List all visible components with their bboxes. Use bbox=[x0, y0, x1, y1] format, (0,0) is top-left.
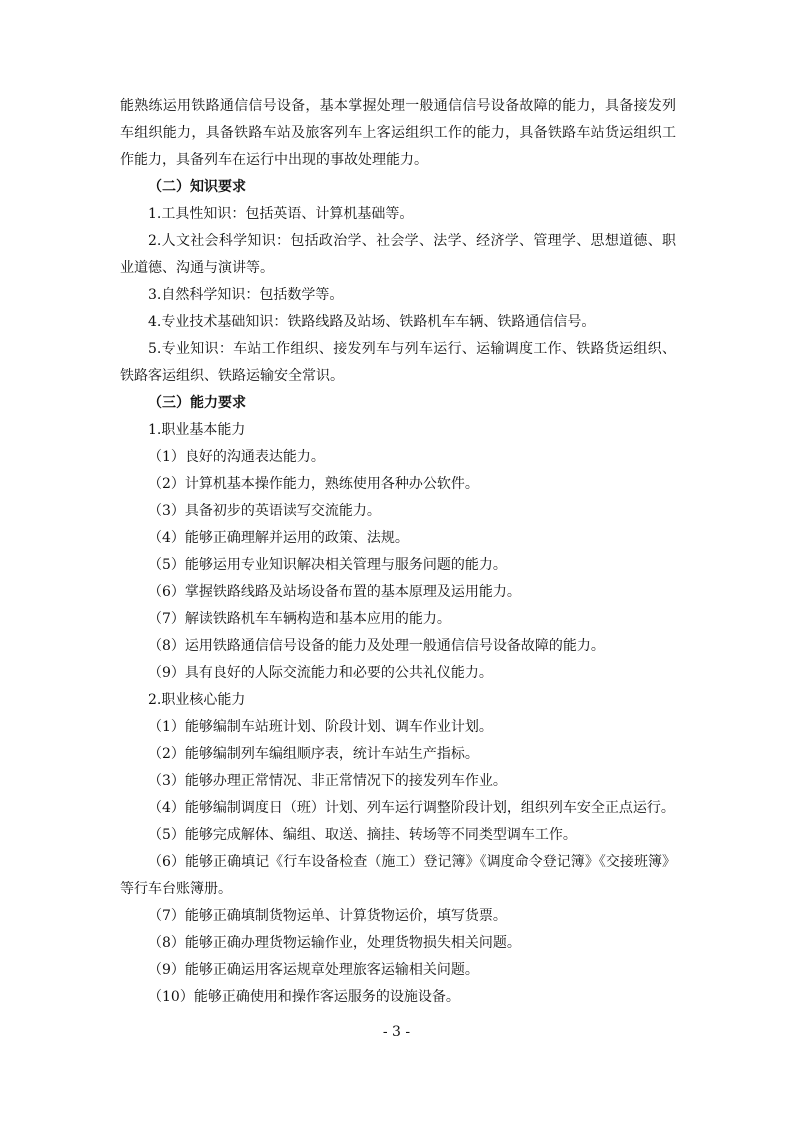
knowledge-heading: （二）知识要求 bbox=[148, 179, 246, 195]
core-ability-item: （5）能够完成解体、编组、取送、摘挂、转场等不同类型调车工作。 bbox=[148, 827, 577, 843]
knowledge-item: 5.专业知识：车站工作组织、接发列车与列车运行、运输调度工作、铁路货运组织、铁路客运组织、铁路运输安全常识。 bbox=[120, 341, 676, 384]
basic-ability-item: （8）运用铁路通信信号设备的能力及处理一般通信信号设备故障的能力。 bbox=[148, 638, 605, 654]
page-number: - 3 - bbox=[382, 1024, 411, 1040]
core-ability-title: 2.职业核心能力 bbox=[148, 692, 246, 708]
basic-ability-item: （9）具有良好的人际交流能力和必要的公共礼仪能力。 bbox=[148, 665, 493, 681]
core-ability-item: （3）能够办理正常情况、非正常情况下的接发列车作业。 bbox=[148, 773, 507, 789]
core-ability-item: （6）能够正确填记《行车设备检查（施工）登记簿》《调度命令登记簿》《交接班簿》等行车台账簿册。 bbox=[120, 854, 676, 897]
basic-ability-item: （6）掌握铁路线路及站场设备布置的基本原理及运用能力。 bbox=[148, 584, 521, 600]
intro-paragraph: 能熟练运用铁路通信信号设备，基本掌握处理一般通信信号设备故障的能力，具备接发列车组织能力，具备铁路车站及旅客列车上客运组织工作的能力，具备铁路车站货运组织工作能力，具备列车在运行中出现的事故处理能力。 bbox=[120, 98, 676, 168]
basic-ability-item: （4）能够正确理解并运用的政策、法规。 bbox=[148, 530, 409, 546]
ability-heading: （三）能力要求 bbox=[148, 395, 246, 411]
core-ability-item: （9）能够正确运用客运规章处理旅客运输相关问题。 bbox=[148, 962, 479, 978]
core-ability-item: （7）能够正确填制货物运单、计算货物运价，填写货票。 bbox=[148, 908, 507, 924]
basic-ability-item: （2）计算机基本操作能力，熟练使用各种办公软件。 bbox=[148, 476, 479, 492]
core-ability-item: （2）能够编制列车编组顺序表，统计车站生产指标。 bbox=[148, 746, 479, 762]
basic-ability-item: （7）解读铁路机车车辆构造和基本应用的能力。 bbox=[148, 611, 451, 627]
core-ability-item: （4）能够编制调度日（班）计划、列车运行调整阶段计划，组织列车安全正点运行。 bbox=[148, 800, 675, 816]
basic-ability-item: （3）具备初步的英语读写交流能力。 bbox=[148, 503, 381, 519]
basic-ability-item: （5）能够运用专业知识解决相关管理与服务问题的能力。 bbox=[148, 557, 507, 573]
knowledge-item: 2.人文社会科学知识：包括政治学、社会学、法学、经济学、管理学、思想道德、职业道德、沟通与演讲等。 bbox=[120, 233, 676, 276]
basic-ability-item: （1）良好的沟通表达能力。 bbox=[148, 449, 325, 465]
page-body bbox=[120, 93, 676, 1011]
core-ability-item: （10）能够正确使用和操作客运服务的设施设备。 bbox=[148, 989, 460, 1005]
basic-ability-title: 1.职业基本能力 bbox=[148, 422, 246, 438]
core-ability-item: （1）能够编制车站班计划、阶段计划、调车作业计划。 bbox=[148, 719, 493, 735]
knowledge-item: 4.专业技术基础知识：铁路线路及站场、铁路机车车辆、铁路通信信号。 bbox=[148, 314, 596, 330]
knowledge-item: 3.自然科学知识：包括数学等。 bbox=[148, 287, 344, 303]
knowledge-item: 1.工具性知识：包括英语、计算机基础等。 bbox=[148, 206, 414, 222]
core-ability-item: （8）能够正确办理货物运输作业，处理货物损失相关问题。 bbox=[148, 935, 521, 951]
